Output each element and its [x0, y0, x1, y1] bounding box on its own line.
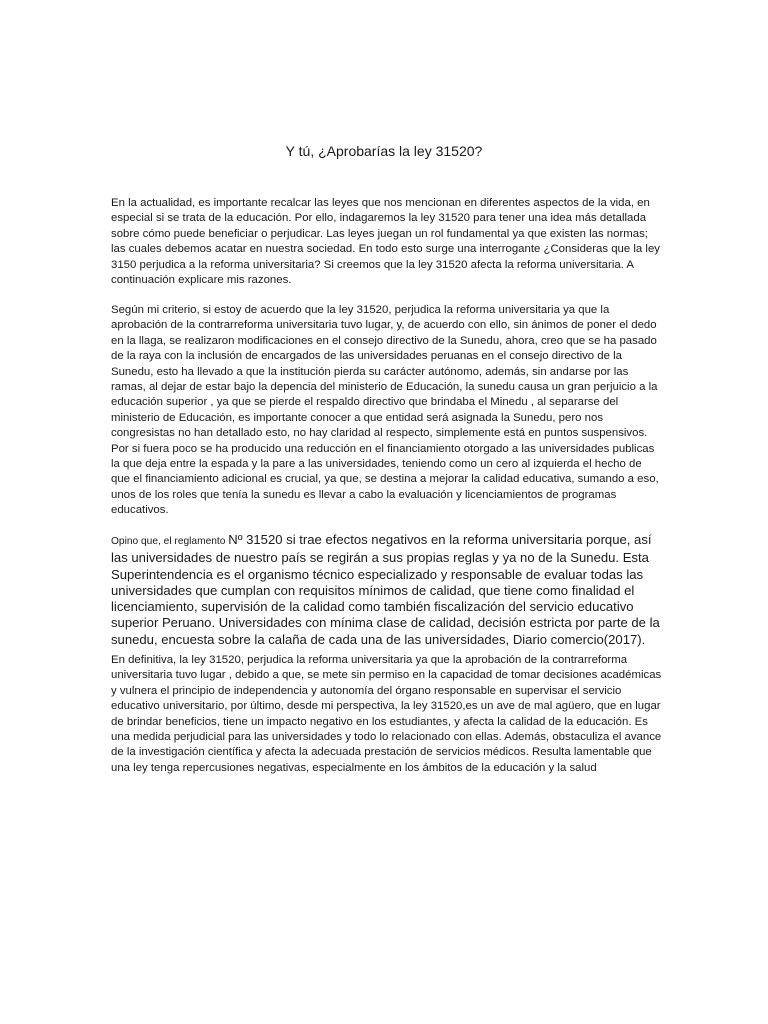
- paragraph-introduction: En la actualidad, es importante recalcar las leyes que nos mencionan en diferentes aspectos de la vida, en especial si se trata de la educación. Por ello, indagaremos la ley 31520 para tener una idea más detallada sobre cómo puede beneficiar o perjudicar. Las leyes juegan un rol fundamental ya que existen las normas; las cuales debemos acatar en nuestra sociedad. En todo esto surge una interrogante ¿Consideras que la ley 3150 perjudica a la reforma universitaria? Si creemos que la ley 31520 afecta la reforma universitaria. A continuación explicare mis razones.: [111, 197, 660, 287]
- paragraph-opinion: [111, 532, 671, 648]
- paragraph-opinion-body: Nº 31520 si trae efectos negativos en la reforma universitaria porque, así las universidades de nuestro país se regirán a sus propias reglas y ya no de la Sunedu. Esta Superintendencia es el organismo técnico especializado y responsable de evaluar todas las universidades que cumplan con requisitos mínimos de calidad, que tiene como finalidad el licenciamiento, supervisión de la calidad como también fiscalización del servicio educativo superior Peruano. Universidades con mínima clase de calidad, decisión estricta por parte de la sunedu, encuesta sobre la calaña de cada una de las universidades, Diario comercio(2017).: [111, 532, 660, 647]
- paragraph-opinion-lead: Opino que, el reglamento: [111, 536, 229, 547]
- document-title: Y tú, ¿Aprobarías la ley 31520?: [285, 143, 483, 159]
- paragraph-argument: Según mi criterio, si estoy de acuerdo que la ley 31520, perjudica la reforma universitaria ya que la aprobación de la contrarreforma universitaria tuvo lugar, y, de acuerdo con ello, sin ánimos de poner el dedo en la llaga, se realizaron modificaciones en el consejo directivo de la Sunedu, ahora, creo que se ha pasado de la raya con la inclusión de encargados de las universidades peruanas en el consejo directivo de la Sunedu, esto ha llevado a que la institución pierda su carácter autónomo, además, sin andarse por las ramas, al dejar de estar bajo la depencia del ministerio de Educación, la sunedu causa un gran perjuicio a la educación superior , ya que se pierde el respaldo directivo que brindaba el Minedu , al separarse del ministerio de Educación, es importante conocer a que entidad será asignada la Sunedu, pero nos congresistas no han detallado esto, no hay claridad al respecto, simplemente está en puntos suspensivos. Por si fuera poco se ha producido una reducción en el financiamiento otorgado a las universidades publicas la que deja entre la espada y la pare a las universidades, teniendo como un cero al izquierda el hecho de que el financiamiento adicional es crucial, ya que, se destina a mejorar la calidad educativa, sumando a eso, unos de los roles que tenía la sunedu es llevar a cabo la evaluación y licenciamientos de programas educativos.: [111, 304, 659, 517]
- paragraph-conclusion: En definitiva, la ley 31520, perjudica la reforma universitaria ya que la aprobación de la contrarreforma universitaria tuvo lugar , debido a que, se mete sin permiso en la capacidad de tomar decisiones académicas y vulnera el principio de independencia y autonomía del órgano responsable en supervisar el servicio educativo universitario, por último, desde mi perspectiva, la ley 31520,es un ave de mal agüero, que en lugar de brindar beneficios, tiene un impacto negativo en los estudiantes, y afecta la calidad de la educación. Es una medida perjudicial para las universidades y todo lo relacionado con ellas. Además, obstaculiza el avance de la investigación científica y afecta la adecuada prestación de servicios médicos. Resulta lamentable que una ley tenga repercusiones negativas, especialmente en los ámbitos de la educación y la salud: [111, 654, 662, 774]
